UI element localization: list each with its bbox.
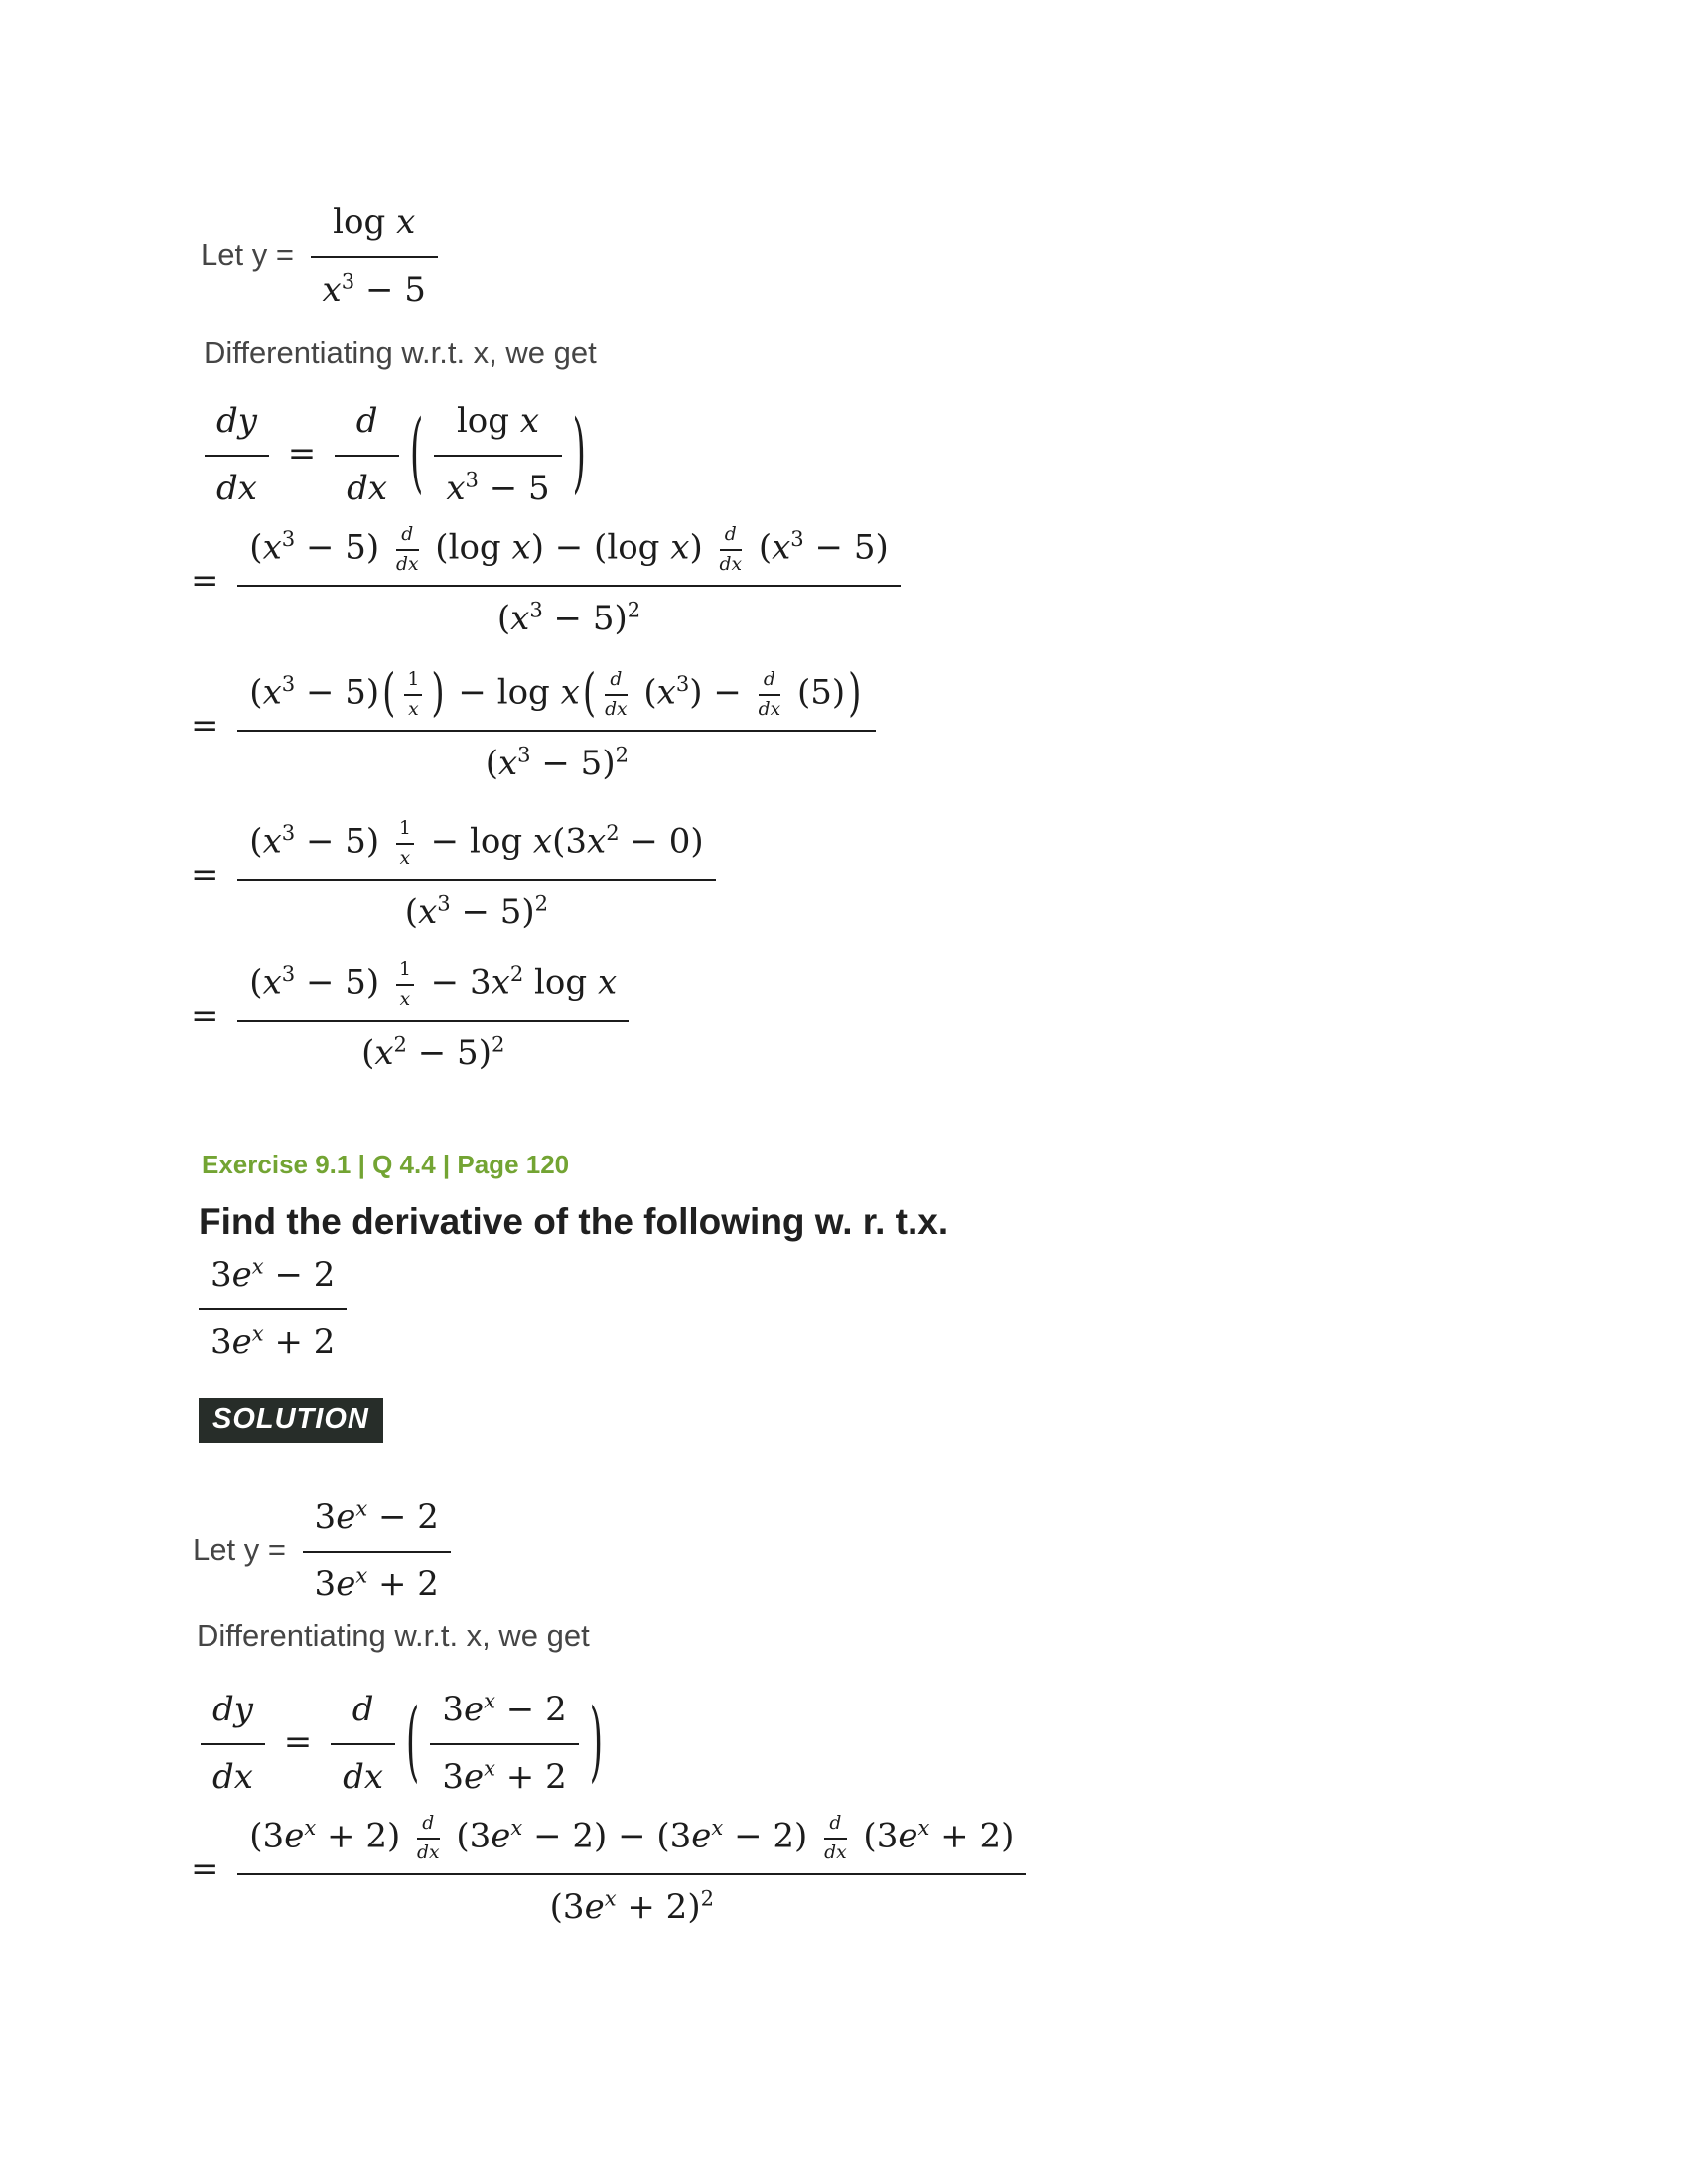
math-token bbox=[396, 524, 419, 551]
math-token bbox=[535, 890, 548, 915]
math-token bbox=[605, 1885, 617, 1910]
math-token: x bbox=[497, 744, 518, 783]
math-token: x bbox=[484, 1688, 495, 1713]
math-token: x bbox=[399, 847, 411, 869]
math-token: (3 bbox=[445, 1816, 492, 1856]
math-token: − 5) bbox=[803, 527, 889, 568]
math-token: d bbox=[610, 669, 623, 690]
math-token: = bbox=[191, 996, 230, 1036]
math-token: e bbox=[691, 1816, 712, 1856]
math-token bbox=[466, 467, 479, 491]
math-token: dx bbox=[343, 1756, 384, 1797]
math-token: ( bbox=[249, 821, 263, 862]
math-token: ) − bbox=[689, 672, 753, 713]
math-token bbox=[605, 669, 628, 696]
math-token bbox=[404, 669, 422, 696]
math-token: ( bbox=[410, 401, 424, 505]
math-token bbox=[676, 671, 689, 696]
math-token: − 5) bbox=[295, 821, 390, 862]
math-token bbox=[201, 1682, 265, 1745]
math-token: x bbox=[251, 1320, 264, 1346]
math-token: 3 bbox=[314, 1564, 337, 1604]
math-token: d bbox=[724, 524, 737, 545]
math-token: x bbox=[656, 672, 676, 713]
math-token: x bbox=[670, 527, 690, 568]
equation-step4-q43 bbox=[191, 953, 636, 1079]
math-token: x bbox=[597, 962, 618, 1003]
math-token bbox=[237, 1807, 1026, 1875]
math-token: e bbox=[463, 1756, 485, 1797]
math-token: − 5) bbox=[450, 892, 535, 932]
math-token: e bbox=[336, 1497, 356, 1537]
math-token: ( bbox=[382, 663, 396, 724]
math-token: x bbox=[262, 672, 282, 713]
math-token: x bbox=[711, 1814, 724, 1840]
math-token bbox=[616, 742, 629, 766]
math-token bbox=[304, 1815, 316, 1840]
math-token: (3 bbox=[549, 1887, 585, 1927]
math-token: Let y = bbox=[201, 236, 303, 272]
math-token bbox=[335, 457, 399, 514]
equation-dydx-solution bbox=[193, 1682, 606, 1803]
math-token bbox=[201, 1682, 265, 1803]
math-token bbox=[311, 195, 438, 258]
math-token: ) bbox=[689, 527, 714, 568]
math-token: − log bbox=[447, 672, 561, 713]
math-token: ) − (log bbox=[530, 527, 671, 568]
math-token: x bbox=[511, 527, 531, 568]
math-token bbox=[237, 953, 629, 1079]
math-token bbox=[434, 457, 561, 514]
math-token bbox=[430, 1682, 578, 1745]
math-token bbox=[282, 526, 295, 551]
math-token bbox=[331, 1745, 395, 1803]
math-token: − 5) bbox=[406, 1033, 492, 1073]
math-token: (3 bbox=[249, 1816, 285, 1856]
math-token: ( bbox=[485, 744, 498, 783]
math-token bbox=[237, 663, 876, 732]
math-token: − 5) bbox=[295, 672, 380, 713]
math-token: 3 bbox=[790, 525, 804, 551]
math-token bbox=[205, 457, 269, 514]
math-token: d bbox=[355, 401, 378, 441]
math-token: + 2 bbox=[494, 1756, 567, 1797]
math-token: x bbox=[484, 1755, 495, 1781]
math-token: 3 bbox=[675, 670, 690, 696]
math-token bbox=[205, 393, 269, 457]
math-token bbox=[720, 524, 743, 575]
math-token: = bbox=[191, 855, 230, 895]
math-token: ( bbox=[249, 672, 263, 713]
math-token: dx bbox=[605, 698, 628, 720]
math-token bbox=[237, 1807, 1026, 1933]
math-token: x bbox=[322, 269, 342, 310]
math-token: ( bbox=[361, 1033, 375, 1073]
math-token: Let y = bbox=[193, 1531, 295, 1567]
math-token: = bbox=[191, 561, 230, 602]
math-token bbox=[396, 551, 419, 576]
solution-badge: SOLUTION bbox=[199, 1398, 383, 1443]
math-token bbox=[342, 268, 354, 293]
math-token: − 3 bbox=[419, 962, 492, 1003]
math-token: 2 bbox=[615, 742, 629, 767]
math-token: x bbox=[262, 527, 282, 568]
equation-dydx-q43 bbox=[197, 393, 589, 514]
math-token bbox=[824, 1840, 847, 1864]
math-token: dx bbox=[417, 1842, 440, 1863]
math-token bbox=[237, 812, 715, 881]
math-token bbox=[335, 393, 399, 514]
equation-step3-q43 bbox=[191, 812, 724, 938]
math-token: dx bbox=[824, 1842, 847, 1863]
math-token: e bbox=[231, 1321, 252, 1362]
equation-let-y-q43 bbox=[201, 195, 446, 316]
math-token: x bbox=[510, 1814, 523, 1840]
math-token: x bbox=[491, 962, 510, 1003]
math-token bbox=[303, 1489, 451, 1553]
math-token bbox=[199, 1310, 347, 1368]
math-token bbox=[237, 953, 629, 1022]
equation-step1-q43 bbox=[191, 518, 909, 644]
math-token: x bbox=[446, 468, 466, 508]
math-token: dy bbox=[212, 1690, 253, 1729]
math-token bbox=[492, 1031, 504, 1056]
math-token bbox=[430, 1682, 578, 1803]
math-token: x bbox=[262, 821, 282, 862]
math-token: 1 bbox=[398, 818, 411, 839]
math-token bbox=[417, 1813, 440, 1840]
math-token bbox=[311, 195, 438, 316]
math-token: 3 bbox=[341, 268, 355, 294]
math-token bbox=[331, 1682, 395, 1745]
math-token bbox=[510, 1815, 522, 1840]
math-token bbox=[396, 818, 414, 845]
math-token: d bbox=[829, 1813, 842, 1834]
math-token: − 2) bbox=[723, 1816, 819, 1856]
math-token: 2 bbox=[606, 819, 620, 845]
equation-step1-solution bbox=[191, 1807, 1034, 1933]
math-token bbox=[303, 1553, 451, 1610]
math-token: − 5) bbox=[295, 527, 390, 568]
math-token: + 2 bbox=[367, 1564, 439, 1604]
math-token bbox=[711, 1815, 723, 1840]
math-token bbox=[237, 587, 900, 644]
math-token bbox=[605, 696, 628, 721]
math-token: = bbox=[276, 433, 328, 474]
math-token: − 5 bbox=[354, 269, 426, 310]
math-token: = bbox=[191, 1849, 230, 1890]
math-token: ) bbox=[589, 1690, 603, 1794]
math-token bbox=[237, 518, 900, 644]
math-token: x bbox=[304, 1814, 317, 1840]
math-token bbox=[237, 881, 715, 938]
math-token: d bbox=[401, 524, 414, 545]
math-token bbox=[394, 1031, 407, 1056]
math-token bbox=[484, 1755, 495, 1780]
math-token: 3 bbox=[442, 1690, 464, 1729]
math-token bbox=[252, 1320, 264, 1345]
math-token: 2 bbox=[491, 1031, 505, 1057]
math-token bbox=[404, 696, 422, 721]
math-token bbox=[434, 393, 561, 457]
math-token bbox=[396, 524, 419, 575]
math-token: = bbox=[191, 706, 230, 747]
math-token: x bbox=[251, 1253, 264, 1279]
math-token bbox=[396, 818, 414, 869]
math-token: e bbox=[584, 1887, 605, 1927]
math-token bbox=[417, 1840, 440, 1864]
math-token: x bbox=[396, 203, 416, 242]
math-token: x bbox=[519, 401, 540, 441]
math-token: − log bbox=[419, 821, 533, 862]
math-token bbox=[237, 1022, 629, 1079]
math-token: ( bbox=[748, 527, 773, 568]
math-token bbox=[331, 1682, 395, 1803]
math-token: − 5) bbox=[542, 599, 628, 638]
math-token: x bbox=[355, 1563, 368, 1588]
math-token: − 5) bbox=[530, 744, 616, 783]
math-token bbox=[237, 518, 900, 587]
math-token bbox=[396, 986, 414, 1011]
math-token bbox=[790, 526, 803, 551]
math-token: d bbox=[422, 1813, 435, 1834]
math-token: + 2 bbox=[263, 1321, 336, 1362]
math-token bbox=[199, 1247, 347, 1310]
math-token: 2 bbox=[627, 597, 641, 622]
math-token: − 2) − (3 bbox=[522, 1816, 692, 1856]
math-token: + 2) bbox=[616, 1887, 701, 1927]
math-token bbox=[396, 959, 414, 986]
math-token: x bbox=[510, 599, 530, 638]
math-token bbox=[199, 1247, 347, 1368]
math-token: 3 bbox=[281, 670, 296, 696]
math-token bbox=[759, 696, 781, 721]
math-token: x bbox=[374, 1033, 394, 1073]
math-token bbox=[252, 1253, 264, 1278]
math-token bbox=[355, 1495, 367, 1520]
math-token: ( bbox=[406, 1690, 420, 1794]
math-token: − 5 bbox=[478, 468, 550, 508]
math-token bbox=[205, 393, 269, 514]
math-token bbox=[701, 1885, 714, 1910]
math-token: x bbox=[399, 988, 411, 1010]
math-token: x bbox=[262, 962, 282, 1003]
question-heading: Find the derivative of the following w. r. t.x. bbox=[199, 1201, 949, 1242]
math-token bbox=[430, 1745, 578, 1803]
math-token: e bbox=[284, 1816, 305, 1856]
math-token: 3 bbox=[281, 960, 296, 986]
exercise-breadcrumb: Exercise 9.1 | Q 4.4 | Page 120 bbox=[202, 1150, 570, 1179]
math-token bbox=[282, 671, 295, 696]
math-token: ) bbox=[572, 401, 586, 505]
math-token: − 5) bbox=[295, 962, 390, 1003]
math-token: x bbox=[772, 527, 791, 568]
math-token bbox=[237, 732, 876, 789]
math-token: x bbox=[560, 672, 580, 713]
math-token bbox=[396, 845, 414, 870]
math-token: 3 bbox=[437, 890, 451, 916]
math-token bbox=[824, 1813, 847, 1840]
math-token: e bbox=[491, 1816, 511, 1856]
math-token bbox=[484, 1688, 495, 1712]
math-token: 3 bbox=[314, 1497, 337, 1537]
math-token bbox=[437, 890, 450, 915]
math-token bbox=[720, 551, 743, 576]
math-token: log bbox=[333, 203, 397, 242]
math-token: log bbox=[523, 962, 598, 1003]
math-token bbox=[434, 393, 561, 514]
math-token: − 2 bbox=[263, 1255, 336, 1295]
math-token: 3 bbox=[281, 525, 296, 551]
math-token: d bbox=[352, 1690, 374, 1729]
math-token: (3 bbox=[852, 1816, 899, 1856]
math-token bbox=[404, 669, 422, 720]
math-token: − 2 bbox=[367, 1497, 439, 1537]
math-token: x bbox=[418, 892, 438, 932]
math-token: x bbox=[532, 821, 553, 862]
math-token: ( bbox=[249, 962, 263, 1003]
math-token: dy bbox=[216, 401, 257, 441]
math-token bbox=[335, 393, 399, 457]
math-token bbox=[237, 663, 876, 789]
math-token: 1 bbox=[407, 669, 420, 690]
math-token: x bbox=[604, 1885, 617, 1911]
math-token: 3 bbox=[211, 1255, 232, 1295]
math-token bbox=[824, 1813, 847, 1863]
math-token: (3 bbox=[552, 821, 587, 862]
math-token: e bbox=[231, 1255, 252, 1295]
math-token bbox=[311, 258, 438, 316]
math-token: x bbox=[408, 698, 419, 720]
math-token bbox=[606, 820, 619, 845]
math-token: + 2) bbox=[316, 1816, 412, 1856]
math-token: dx bbox=[347, 468, 388, 508]
math-token bbox=[517, 742, 530, 766]
math-token bbox=[917, 1815, 929, 1840]
math-token bbox=[529, 597, 542, 621]
math-token: 2 bbox=[534, 890, 549, 916]
math-token: e bbox=[336, 1564, 356, 1604]
math-token bbox=[303, 1489, 451, 1610]
math-token: log bbox=[456, 401, 520, 441]
math-token: ( bbox=[249, 527, 263, 568]
math-token bbox=[282, 961, 295, 986]
math-token: d bbox=[763, 669, 775, 690]
math-token: 3 bbox=[281, 819, 296, 845]
math-token: dx bbox=[212, 1756, 253, 1797]
differentiating-text-solution: Differentiating w.r.t. x, we get bbox=[197, 1618, 590, 1653]
math-token bbox=[282, 820, 295, 845]
math-token: x bbox=[587, 821, 607, 862]
math-token: 3 bbox=[465, 467, 479, 492]
question-expression bbox=[191, 1247, 354, 1368]
math-token: 3 bbox=[529, 597, 543, 622]
math-token: x bbox=[917, 1814, 930, 1840]
math-token: + 2) bbox=[929, 1816, 1015, 1856]
math-token: ) bbox=[848, 663, 862, 724]
math-token: ) bbox=[431, 663, 445, 724]
math-token bbox=[237, 812, 715, 938]
math-token bbox=[417, 1813, 440, 1863]
math-token: (5) bbox=[786, 672, 846, 713]
math-token bbox=[605, 669, 628, 720]
math-token: − 0) bbox=[619, 821, 704, 862]
equation-let-y-solution bbox=[193, 1489, 459, 1610]
math-token bbox=[720, 524, 743, 551]
math-token bbox=[237, 1875, 1026, 1933]
math-token: ( bbox=[404, 892, 419, 932]
math-token bbox=[396, 959, 414, 1010]
math-token: − 2 bbox=[494, 1690, 567, 1729]
math-token: (log bbox=[424, 527, 512, 568]
math-token: 3 bbox=[442, 1756, 464, 1797]
math-token: = bbox=[272, 1721, 324, 1762]
math-token: dx bbox=[719, 553, 743, 575]
math-token: 2 bbox=[700, 1885, 714, 1911]
math-token: ( bbox=[496, 599, 511, 638]
equation-step2-q43 bbox=[191, 663, 884, 789]
math-token bbox=[759, 669, 781, 720]
math-token: ( bbox=[582, 663, 597, 724]
math-token: 3 bbox=[517, 742, 531, 767]
math-token: 3 bbox=[211, 1321, 232, 1362]
math-token: x bbox=[355, 1495, 368, 1521]
math-token bbox=[355, 1563, 367, 1587]
math-token: e bbox=[463, 1690, 485, 1729]
math-token: ( bbox=[633, 672, 657, 713]
math-token: 1 bbox=[398, 959, 411, 980]
math-token bbox=[759, 669, 781, 696]
math-token bbox=[510, 961, 523, 986]
math-token: dx bbox=[216, 468, 257, 508]
math-token bbox=[201, 1745, 265, 1803]
differentiating-text-q43: Differentiating w.r.t. x, we get bbox=[204, 336, 597, 370]
math-token: dx bbox=[395, 553, 419, 575]
math-token: 2 bbox=[393, 1031, 407, 1057]
math-token: 2 bbox=[509, 960, 524, 986]
math-token: dx bbox=[758, 698, 781, 720]
math-token bbox=[628, 597, 640, 621]
math-token: e bbox=[898, 1816, 918, 1856]
